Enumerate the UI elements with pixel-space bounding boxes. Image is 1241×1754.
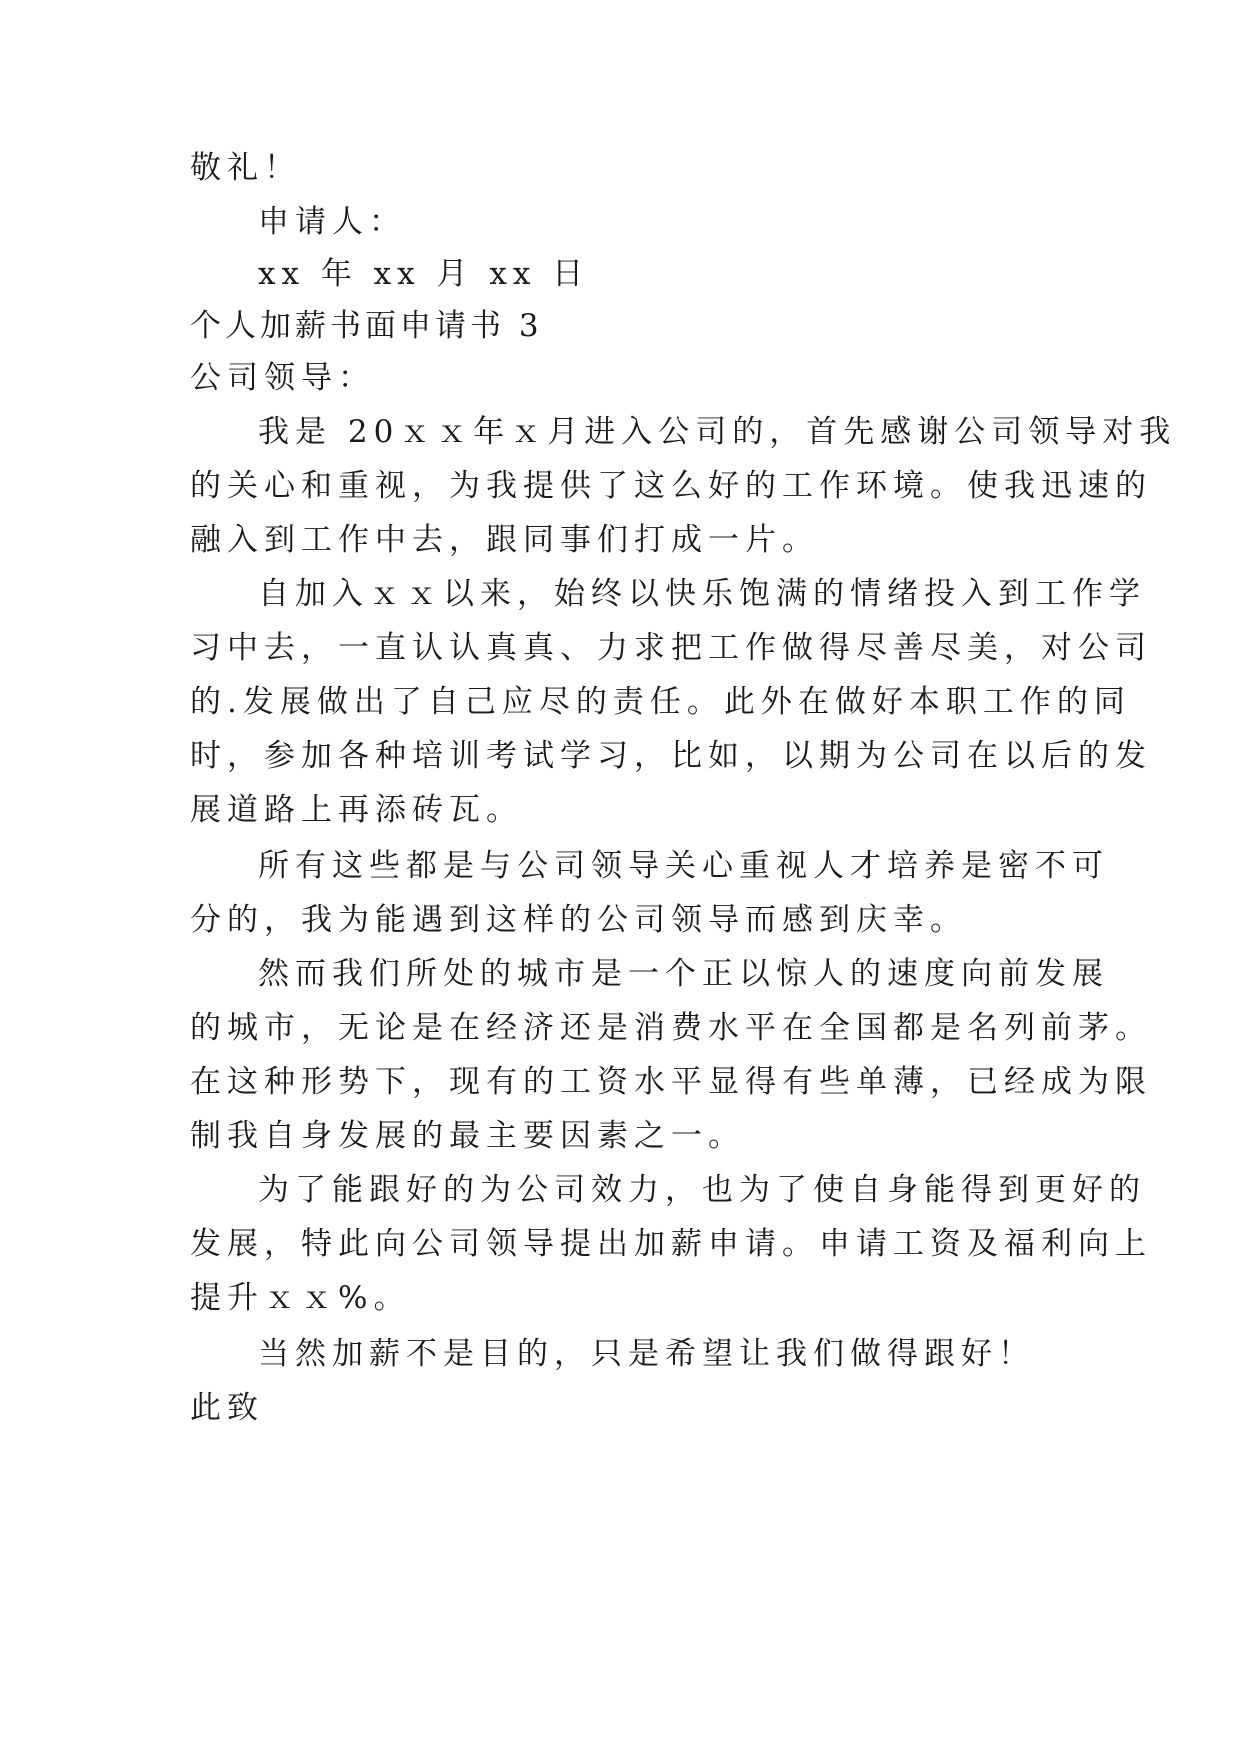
body-line: 自加入ｘｘ以来，始终以快乐饱满的情绪投入到工作学 <box>258 576 1146 612</box>
closing-salute: 敬礼！ <box>190 150 301 186</box>
applicant-label: 申请人： <box>258 204 406 240</box>
body-line: 制我自身发展的最主要因素之一。 <box>190 1118 745 1154</box>
body-line: 为了能跟好的为公司效力，也为了使自身能得到更好的 <box>258 1172 1146 1208</box>
body-line: 时，参加各种培训考试学习，比如，以期为公司在以后的发 <box>190 738 1152 774</box>
section-title: 个人加薪书面申请书 3 <box>190 308 543 344</box>
body-line: 展道路上再添砖瓦。 <box>190 792 523 828</box>
closing-phrase: 此致 <box>190 1390 264 1426</box>
body-line: 提升ｘｘ%。 <box>190 1280 411 1316</box>
date-line: xx 年 xx 月 xx 日 <box>258 256 590 292</box>
body-line: 习中去，一直认认真真、力求把工作做得尽善尽美，对公司 <box>190 630 1152 666</box>
body-line: 所有这些都是与公司领导关心重视人才培养是密不可 <box>258 848 1109 884</box>
body-line: 分的，我为能遇到这样的公司领导而感到庆幸。 <box>190 902 967 938</box>
body-line: 的城市，无论是在经济还是消费水平在全国都是名列前茅。 <box>190 1010 1152 1046</box>
body-line: 发展，特此向公司领导提出加薪申请。申请工资及福利向上 <box>190 1226 1152 1262</box>
body-line: 当然加薪不是目的，只是希望让我们做得跟好！ <box>258 1336 1035 1372</box>
body-line: 然而我们所处的城市是一个正以惊人的速度向前发展 <box>258 956 1109 992</box>
body-line: 的.发展做出了自己应尽的责任。此外在做好本职工作的同 <box>190 684 1131 720</box>
body-line: 在这种形势下，现有的工资水平显得有些单薄，已经成为限 <box>190 1064 1152 1100</box>
body-line: 我是 20ｘｘ年ｘ月进入公司的，首先感谢公司领导对我 <box>258 414 1177 450</box>
body-line: 的关心和重视，为我提供了这么好的工作环境。使我迅速的 <box>190 468 1152 504</box>
body-line: 融入到工作中去，跟同事们打成一片。 <box>190 522 819 558</box>
salutation: 公司领导： <box>190 360 375 396</box>
